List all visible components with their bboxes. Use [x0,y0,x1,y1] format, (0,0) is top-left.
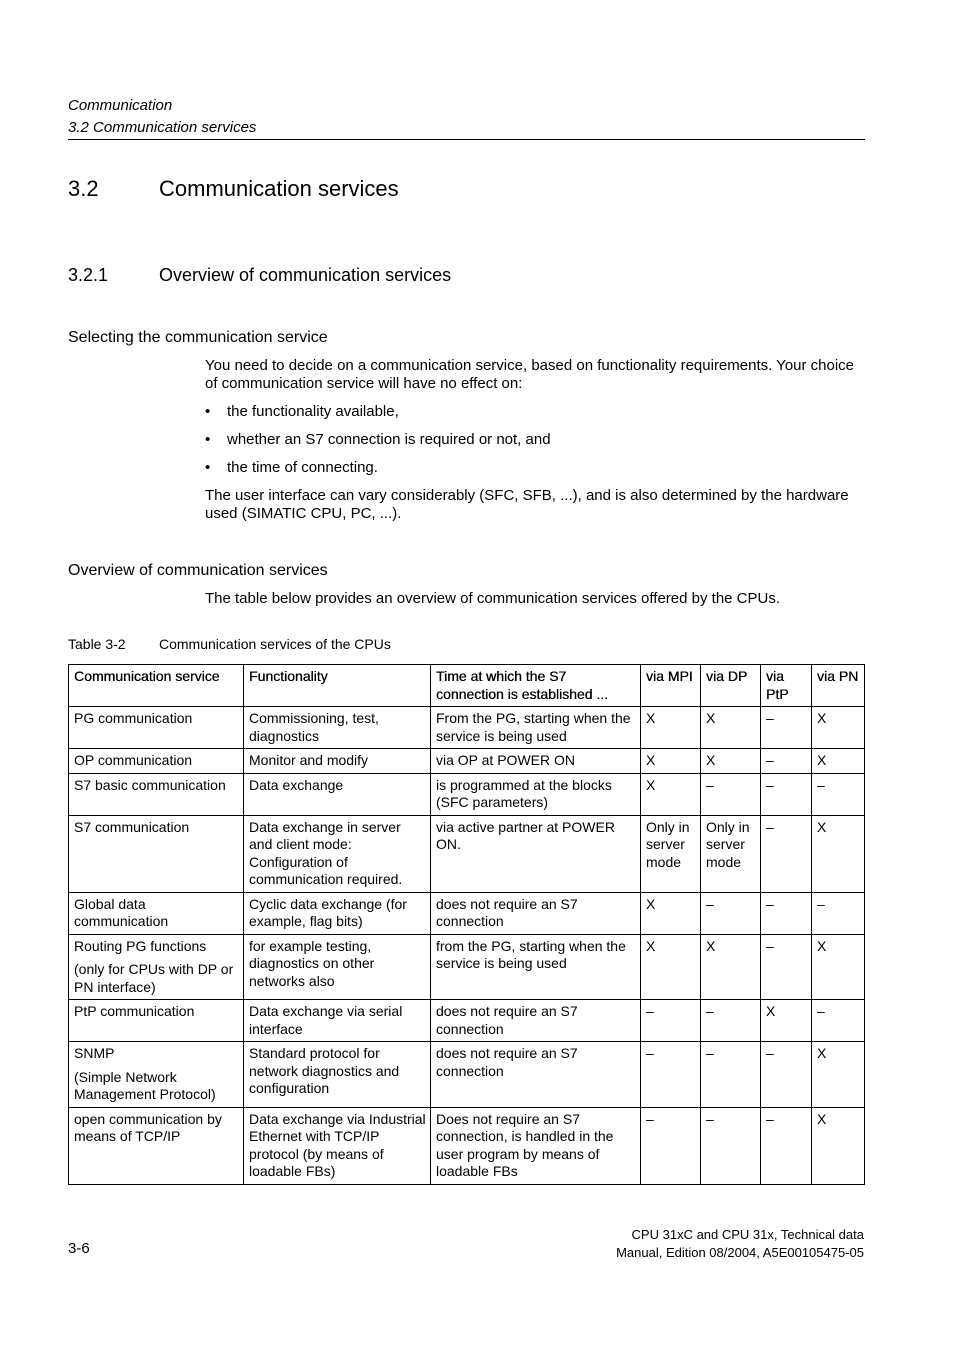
communication-services-table [68,664,865,1185]
cell-pn: X [812,1042,865,1108]
footer-product: CPU 31xC and CPU 31x, Technical data [631,1227,864,1242]
cell-service: S7 basic communication [69,773,244,815]
header-section: 3.2 Communication services [68,117,865,140]
selecting-bullet-list [205,403,865,477]
overview-body [205,590,865,608]
cell-service-note: (only for CPUs with DP or PN interface) [74,961,234,995]
cell-time: via active partner at POWER ON. [431,815,641,892]
subsection-title: Overview of communication services [159,265,452,285]
cell-service: PG communication [69,707,244,749]
cell-pn: X [812,1107,865,1184]
cell-ptp: – [761,773,812,815]
cell-ptp: – [761,749,812,774]
table-row [69,1107,865,1184]
cell-pn: – [812,1000,865,1042]
cell-service: SNMP (Simple Network Management Protocol) [69,1042,244,1108]
page-number: 3-6 [68,1240,90,1257]
table-row [69,1000,865,1042]
subsection-heading [68,265,451,286]
overview-heading: Overview of communication services [68,562,328,579]
table-row [69,1042,865,1108]
cell-ptp: – [761,815,812,892]
column-header-functionality: Functionality [244,665,431,707]
cell-time: does not require an S7 connection [431,892,641,934]
cell-dp: X [701,707,761,749]
cell-time: From the PG, starting when the service is being used [431,707,641,749]
table-caption-number: Table 3-2 [68,636,126,652]
cell-pn: X [812,934,865,1000]
cell-functionality: Commissioning, test, diagnostics [244,707,431,749]
selecting-intro: You need to decide on a communication service, based on functionality requirements. Your choice of communication service will have no effect on: [205,357,855,392]
section-heading [68,176,399,202]
cell-service-note: (Simple Network Management Protocol) [74,1068,216,1102]
cell-time: via OP at POWER ON [431,749,641,774]
bullet-item: • the time of connecting. [205,459,865,477]
column-header-mpi: via MPI [641,665,701,707]
cell-functionality: Cyclic data exchange (for example, flag bits) [244,892,431,934]
cell-mpi: – [641,1107,701,1184]
cell-functionality: Standard protocol for network diagnostics and configuration [244,1042,431,1108]
cell-functionality: Data exchange [244,773,431,815]
cell-time: does not require an S7 connection [431,1042,641,1108]
table-header-row [69,665,865,707]
cell-dp: – [701,773,761,815]
cell-service: S7 communication [69,815,244,892]
cell-time: is programmed at the blocks (SFC parameters) [431,773,641,815]
cell-mpi: X [641,934,701,1000]
column-header-service: Communication service [69,665,244,707]
cell-dp: – [701,1042,761,1108]
selecting-body [205,357,865,523]
cell-mpi: Only in server mode [641,815,701,892]
cell-service: PtP communication [69,1000,244,1042]
cell-mpi: – [641,1042,701,1108]
cell-ptp: – [761,707,812,749]
selecting-heading: Selecting the communication service [68,329,328,346]
table-row [69,773,865,815]
running-header [68,95,865,140]
column-header-time: Time at which the S7 connection is established ... [431,665,641,707]
cell-pn: X [812,749,865,774]
bullet-item: • whether an S7 connection is required or not, and [205,431,865,449]
cell-mpi: X [641,773,701,815]
cell-service: Routing PG functions (only for CPUs with DP or PN interface) [69,934,244,1000]
column-header-pn: via PN [812,665,865,707]
overview-text: The table below provides an overview of communication services offered by the CPUs. [205,590,781,607]
cell-mpi: X [641,707,701,749]
cell-mpi: X [641,892,701,934]
cell-ptp: – [761,934,812,1000]
table-row [69,707,865,749]
cell-time: does not require an S7 connection [431,1000,641,1042]
table-row [69,749,865,774]
bullet-item: • the functionality available, [205,403,865,421]
section-number: 3.2 [68,176,99,201]
table-row [69,934,865,1000]
cell-functionality: Data exchange via Industrial Ethernet with TCP/IP protocol (by means of loadable FBs) [244,1107,431,1184]
cell-time: Does not require an S7 connection, is handled in the user program by means of loadable FBs [431,1107,641,1184]
cell-dp: X [701,934,761,1000]
cell-ptp: – [761,892,812,934]
cell-service: Global data communication [69,892,244,934]
column-header-ptp: via PtP [761,665,812,707]
table-caption [68,636,391,652]
cell-functionality: Data exchange via serial interface [244,1000,431,1042]
cell-functionality: for example testing, diagnostics on other networks also [244,934,431,1000]
cell-time: from the PG, starting when the service is being used [431,934,641,1000]
header-chapter: Communication [68,97,173,114]
selecting-closing: The user interface can vary considerably (SFC, SFB, ...), and is also determined by the hardware used (SIMATIC CPU, PC, ...). [205,487,849,522]
cell-pn: X [812,815,865,892]
cell-pn: – [812,892,865,934]
cell-ptp: – [761,1107,812,1184]
cell-pn: X [812,707,865,749]
table-caption-title: Communication services of the CPUs [159,636,391,652]
column-header-dp: via DP [701,665,761,707]
footer-info [616,1226,864,1262]
cell-functionality: Monitor and modify [244,749,431,774]
cell-mpi: – [641,1000,701,1042]
cell-ptp: – [761,1042,812,1108]
cell-dp: Only in server mode [701,815,761,892]
cell-dp: – [701,892,761,934]
cell-dp: – [701,1107,761,1184]
cell-pn: – [812,773,865,815]
table-row [69,815,865,892]
table-row [69,892,865,934]
footer-edition: Manual, Edition 08/2004, A5E00105475-05 [616,1245,864,1260]
cell-dp: X [701,749,761,774]
cell-functionality: Data exchange in server and client mode: Configuration of communication required. [244,815,431,892]
cell-dp: – [701,1000,761,1042]
subsection-number: 3.2.1 [68,265,109,285]
cell-mpi: X [641,749,701,774]
cell-service: OP communication [69,749,244,774]
cell-service: open communication by means of TCP/IP [69,1107,244,1184]
cell-ptp: X [761,1000,812,1042]
section-title: Communication services [159,176,399,201]
